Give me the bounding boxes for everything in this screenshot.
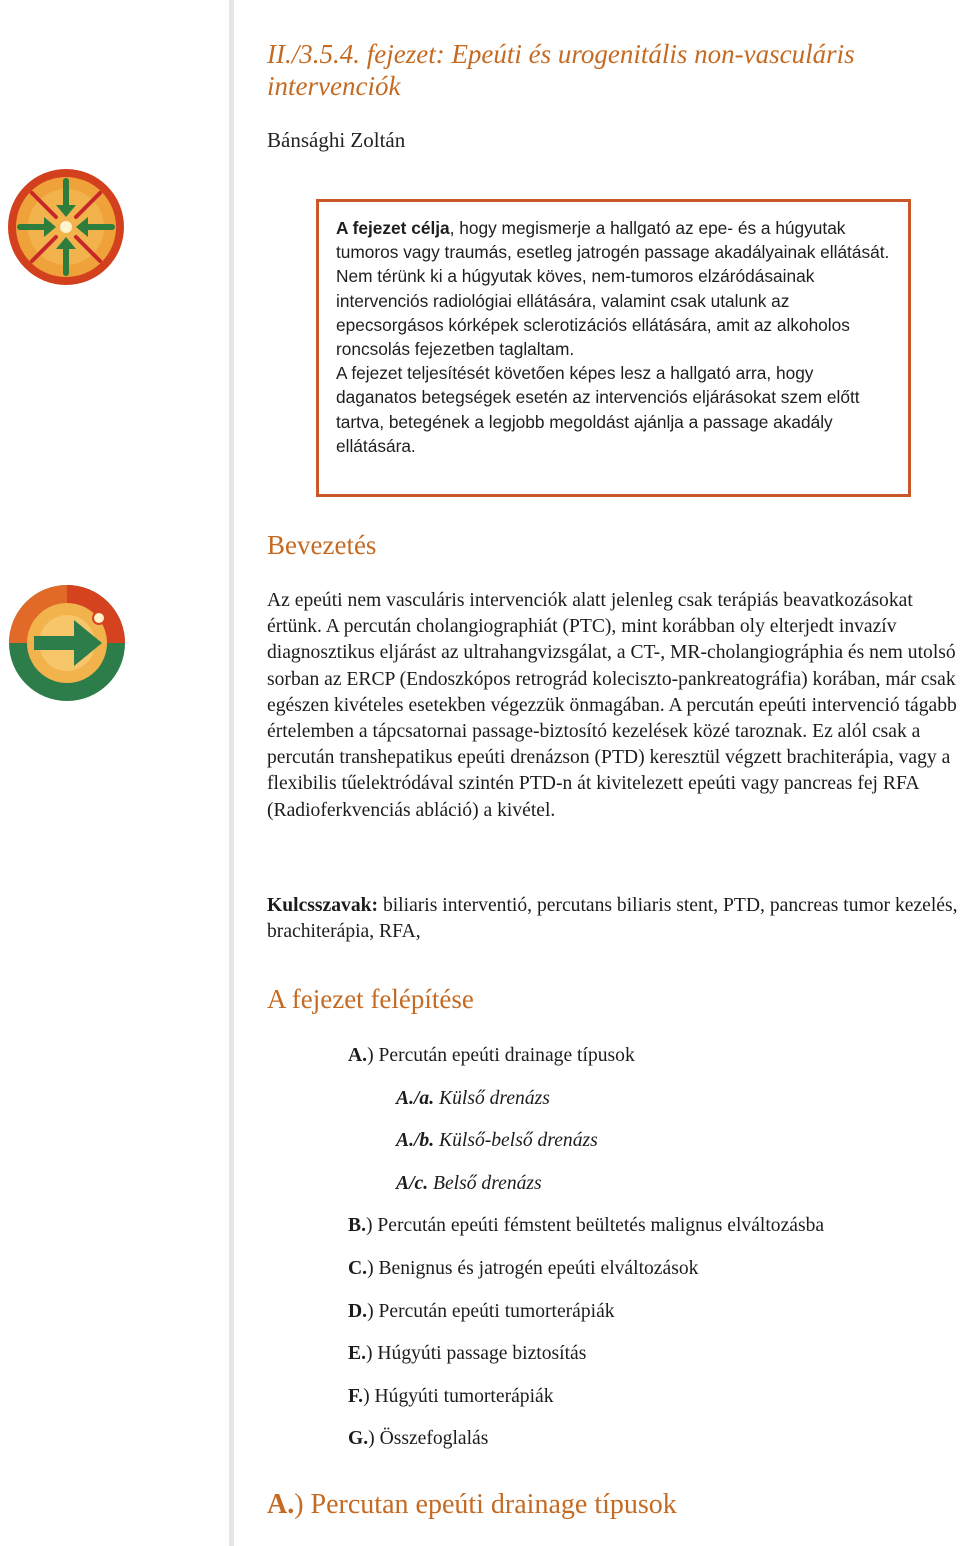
section-a-title: ) Percutan epeúti drainage típusok: [294, 1489, 677, 1520]
item-marker: A/c.: [396, 1172, 429, 1194]
page-spine-divider: [229, 0, 234, 1546]
structure-subitem-a-c: [348, 1170, 824, 1213]
structure-heading: A fejezet felépítése: [267, 984, 474, 1014]
goal-paragraph-2: A fejezet teljesítését követően képes lesz a hallgató arra, hogy daganatos betegségek esetén az intervenciós eljárásokat szem előtt tartva, betegének a legjobb megoldást ajánlja a passage akadály ellátására.: [336, 363, 860, 456]
section-a-marker: A.: [267, 1489, 295, 1520]
item-text: Belső drenázs: [428, 1172, 542, 1194]
chapter-title: II./3.5.4. fejezet: Epeúti és urogenitális non-vasculáris intervenciók: [267, 39, 855, 101]
item-marker: F.: [348, 1385, 364, 1407]
structure-item-f: [348, 1383, 824, 1426]
item-text: ) Percután epeúti fémstent beültetés malignus elváltozásba: [365, 1215, 825, 1237]
structure-list: [348, 1042, 824, 1468]
arrow-circle-icon: [4, 580, 130, 706]
target-arrows-icon: [4, 165, 128, 289]
intro-paragraph: Az epeúti nem vasculáris intervenciók alatt jelenleg csak terápiás beavatkozásokat értünk. A percután cholangiographiát (PTC), mint korábban oly elterjedt invazív diagnosztikus eljárást az ultrahangvizsgálat, a CT-, MR-cholangiográphia és nem utolsó sorban az ERCP (Endoszkópos retrográd koleciszto-pankreatográfia) korában, már csak egészen kivételes esetekben végezzük önmagában. A percután epeúti intervenció tágabb értelemben a tápcsatornai passage-biztosító kezelések közé taroznak. Ez alól csak a percután transhepatikus epeúti drenázson (PTD) keresztül végzett brachiterápia, vagy a flexibilis tűelektródával szintén PTD-n át kivitelezett epeúti vagy pancreas fej RFA (Radioferkvenciás abláció) a kivétel.: [267, 590, 957, 821]
item-text: ) Percután epeúti tumorterápiák: [367, 1300, 615, 1322]
structure-item-a: [348, 1042, 824, 1085]
item-text: ) Húgyúti tumorterápiák: [363, 1385, 554, 1407]
item-marker: A./b.: [396, 1130, 435, 1152]
keywords-paragraph: [267, 893, 959, 945]
structure-item-e: [348, 1340, 824, 1383]
item-marker: A./a.: [396, 1087, 435, 1109]
structure-item-b: [348, 1212, 824, 1255]
chapter-goal-box: [316, 199, 911, 497]
author-name: Bánsághi Zoltán: [267, 128, 406, 152]
item-marker: G.: [348, 1428, 369, 1450]
item-marker: A.: [348, 1045, 368, 1066]
item-text: ) Húgyúti passage biztosítás: [365, 1343, 587, 1365]
goal-paragraph-1-text: , hogy megismerje a hallgató az epe- és a húgyutak tumoros vagy traumás, esetleg jatrogén passage akadályainak ellátását. Nem térünk ki a húgyutak köves, nem-tumoros elzáródásainak intervenciós radiológiai ellátására, valamint csak utalunk az epecsorgásos kórképek sclerotizációs ellátására, amit az alkoholos roncsolás fejezetben taglaltam.: [336, 218, 890, 360]
item-marker: C.: [348, 1257, 368, 1279]
intro-heading: Bevezetés: [267, 530, 377, 560]
item-marker: B.: [348, 1215, 366, 1237]
section-a-heading: [267, 1489, 677, 1521]
item-marker: E.: [348, 1343, 366, 1365]
item-text: ) Összefoglalás: [368, 1428, 489, 1450]
item-text: Külső-belső drenázs: [434, 1130, 598, 1152]
item-text: Külső drenázs: [434, 1087, 550, 1109]
keywords-label: Kulcsszavak:: [267, 895, 379, 916]
structure-item-c: [348, 1255, 824, 1298]
item-text: ) Percután epeúti drainage típusok: [367, 1045, 635, 1066]
goal-lead-bold: A fejezet célja: [336, 218, 450, 238]
item-text: ) Benignus és jatrogén epeúti elváltozások: [367, 1257, 699, 1279]
structure-subitem-a-a: [348, 1085, 824, 1128]
keywords-text: biliaris interventió, percutans biliaris stent, PTD, pancreas tumor kezelés, brachiterápia, RFA,: [267, 895, 958, 943]
structure-subitem-a-b: [348, 1127, 824, 1170]
item-marker: D.: [348, 1300, 368, 1322]
structure-item-g: [348, 1425, 824, 1468]
goal-paragraph-1: [336, 216, 894, 361]
structure-item-d: [348, 1298, 824, 1341]
